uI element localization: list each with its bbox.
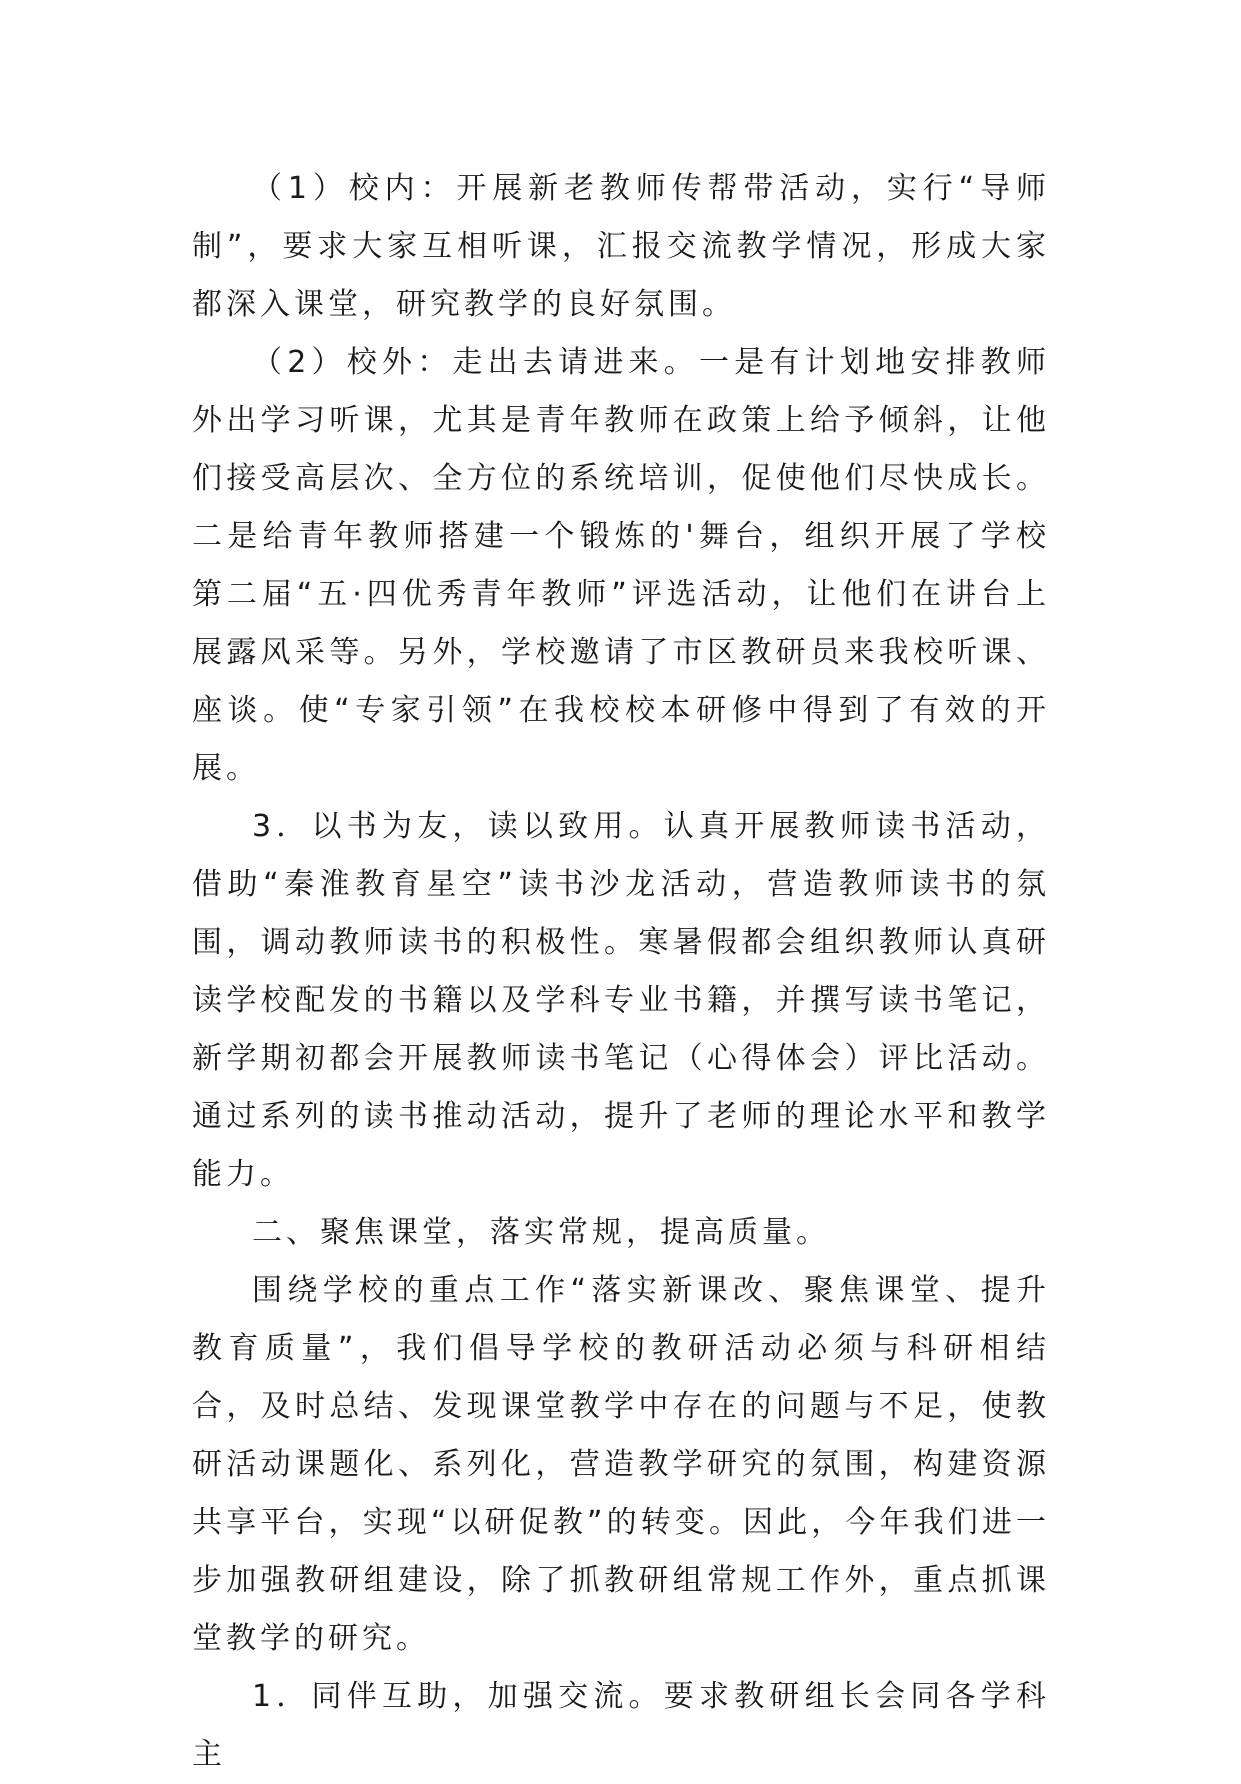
paragraph-in-school: （1）校内：开展新老教师传帮带活动，实行“导师制”，要求大家互相听课，汇报交流教学情况，形成大家都深入课堂，研究教学的良好氛围。 bbox=[192, 171, 1050, 322]
document-body bbox=[192, 160, 1050, 1784]
paragraph-peer-help: 1．同伴互助，加强交流。要求教研组长会同各学科主 bbox=[192, 1679, 1050, 1772]
paragraph-reading: 3．以书为友，读以致用。认真开展教师读书活动，借助“秦淮教育星空”读书沙龙活动，营造教师读书的氛围，调动教师读书的积极性。寒暑假都会组织教师认真研读学校配发的书籍以及学科专业书籍，并撰写读书笔记，新学期初都会开展教师读书笔记（心得体会）评比活动。通过系列的读书推动活动，提升了老师的理论水平和教学能力。 bbox=[192, 809, 1050, 1192]
paragraph-out-school: （2）校外：走出去请进来。一是有计划地安排教师外出学习听课，尤其是青年教师在政策上给予倾斜，让他们接受高层次、全方位的系统培训，促使他们尽快成长。二是给青年教师搭建一个锻炼的'舞台，组织开展了学校第二届“五·四优秀青年教师”评选活动，让他们在讲台上展露风采等。另外，学校邀请了市区教研员来我校听课、座谈。使“专家引领”在我校校本研修中得到了有效的开展。 bbox=[192, 345, 1050, 786]
paragraph-focus-work: 围绕学校的重点工作“落实新课改、聚焦课堂、提升教育质量”，我们倡导学校的教研活动必须与科研相结合，及时总结、发现课堂教学中存在的问题与不足，使教研活动课题化、系列化，营造教学研究的氛围，构建资源共享平台，实现“以研促教”的转变。因此，今年我们进一步加强教研组建设，除了抓教研组常规工作外，重点抓课堂教学的研究。 bbox=[192, 1273, 1050, 1656]
section-heading-classroom: 二、聚焦课堂，落实常规，提高质量。 bbox=[252, 1215, 830, 1250]
